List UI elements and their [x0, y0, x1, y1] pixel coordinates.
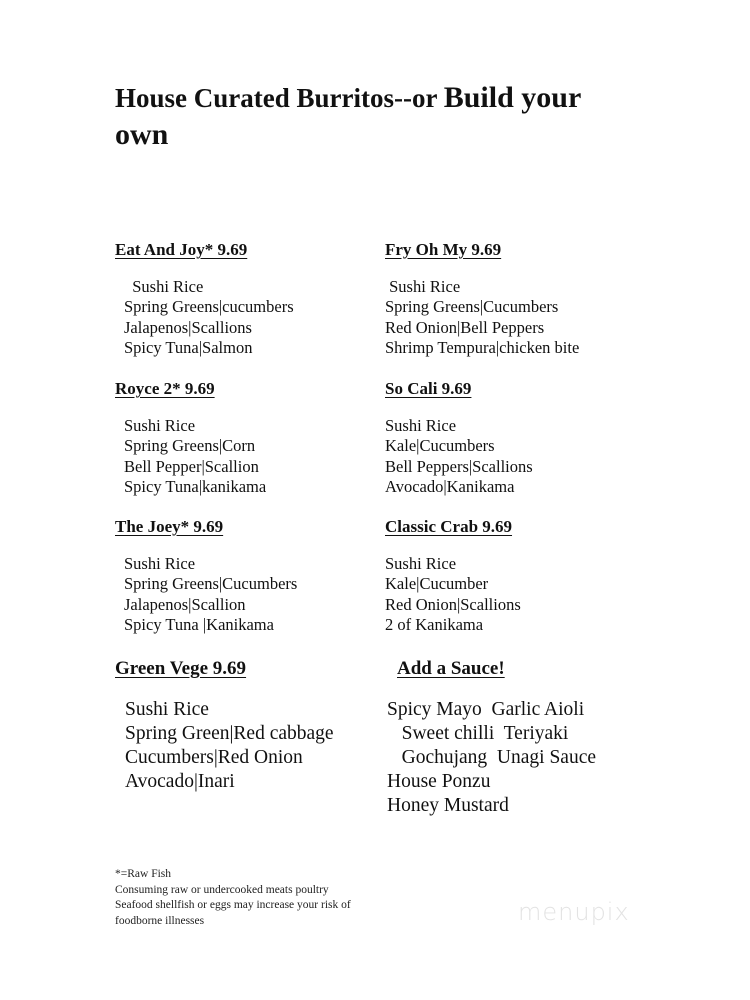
menu-item-classic-crab [385, 517, 521, 635]
ingredient: Spring Greens|Cucumbers [124, 574, 298, 594]
ingredient: Avocado|Kanikama [385, 476, 515, 496]
sauce-heading: Add a Sauce! [397, 658, 505, 679]
menu-item-heading: Fry Oh My 9.69 [385, 240, 502, 259]
page-title [115, 80, 635, 154]
ingredient-list [385, 277, 579, 358]
ingredient: Red Onion|Scallions [385, 594, 521, 614]
menu-item-heading: Green Vege 9.69 [115, 658, 247, 679]
disclaimer-line: Consuming raw or undercooked meats poultry [115, 883, 329, 896]
sauce-section [387, 658, 596, 818]
ingredient: Bell Pepper|Scallion [124, 456, 259, 476]
menu-item-heading: Classic Crab 9.69 [385, 517, 513, 536]
raw-food-disclaimer [115, 867, 351, 929]
sauce-list [387, 698, 596, 818]
ingredient: Sushi Rice [125, 699, 209, 720]
ingredient: Sushi Rice [124, 416, 196, 435]
ingredient: Cucumbers|Red Onion [125, 747, 303, 768]
ingredient: Spicy Tuna |Kanikama [124, 614, 274, 634]
sauce-line: Sweet chilli Teriyaki [387, 723, 569, 744]
ingredient: Sushi Rice [385, 554, 457, 573]
menu-item-so-cali [385, 379, 533, 497]
ingredient: Kale|Cucumbers [385, 436, 495, 456]
ingredient: Jalapenos|Scallion [124, 594, 246, 614]
ingredient: Bell Peppers|Scallions [385, 456, 533, 476]
ingredient-list [385, 554, 521, 635]
ingredient: Spicy Tuna|Salmon [124, 337, 253, 357]
ingredient-list [115, 554, 297, 635]
ingredient: Spring Greens|cucumbers [124, 297, 294, 317]
title-part-2: Build your own [115, 81, 581, 151]
disclaimer-line: Seafood shellfish or eggs may increase your risk of [115, 899, 351, 911]
menu-item-heading: Royce 2* 9.69 [115, 379, 215, 398]
ingredient: Sushi Rice [385, 416, 457, 435]
raw-fish-legend: *=Raw Fish [115, 868, 172, 880]
ingredient-list [385, 416, 533, 497]
ingredient: Kale|Cucumber [385, 574, 489, 594]
ingredient: Jalapenos|Scallions [124, 317, 252, 337]
menu-item-royce-2 [115, 379, 266, 497]
ingredient: Red Onion|Bell Peppers [385, 317, 545, 337]
sauce-line: Honey Mustard [387, 795, 509, 816]
ingredient: Spicy Tuna|kanikama [124, 476, 267, 496]
menu-item-fry-oh-my [385, 240, 579, 358]
ingredient: Shrimp Tempura|chicken bite [385, 337, 580, 357]
menu-item-heading: The Joey* 9.69 [115, 517, 224, 536]
ingredient: Spring Green|Red cabbage [125, 723, 334, 744]
ingredient: Avocado|Inari [125, 771, 235, 792]
sauce-line: House Ponzu [387, 771, 491, 792]
title-part-1: House Curated Burritos--or [115, 83, 444, 113]
ingredient: Sushi Rice [124, 554, 196, 573]
ingredient-list [115, 698, 334, 794]
ingredient: Spring Greens|Cucumbers [385, 297, 559, 317]
disclaimer-line: foodborne illnesses [115, 914, 205, 927]
menu-item-heading: Eat And Joy* 9.69 [115, 240, 248, 259]
ingredient: Sushi Rice [124, 277, 204, 296]
sauce-line: Gochujang Unagi Sauce [387, 747, 597, 768]
ingredient: Sushi Rice [385, 277, 461, 296]
ingredient: 2 of Kanikama [385, 614, 484, 634]
menu-item-heading: So Cali 9.69 [385, 379, 472, 398]
ingredient: Spring Greens|Corn [124, 436, 256, 456]
menupix-watermark: menupix [518, 898, 630, 926]
ingredient-list [115, 416, 266, 497]
menu-item-green-vege [115, 658, 334, 794]
ingredient-list [115, 277, 294, 358]
sauce-line: Spicy Mayo Garlic Aioli [387, 699, 585, 720]
menu-item-the-joey [115, 517, 297, 635]
menu-item-eat-and-joy [115, 240, 294, 358]
